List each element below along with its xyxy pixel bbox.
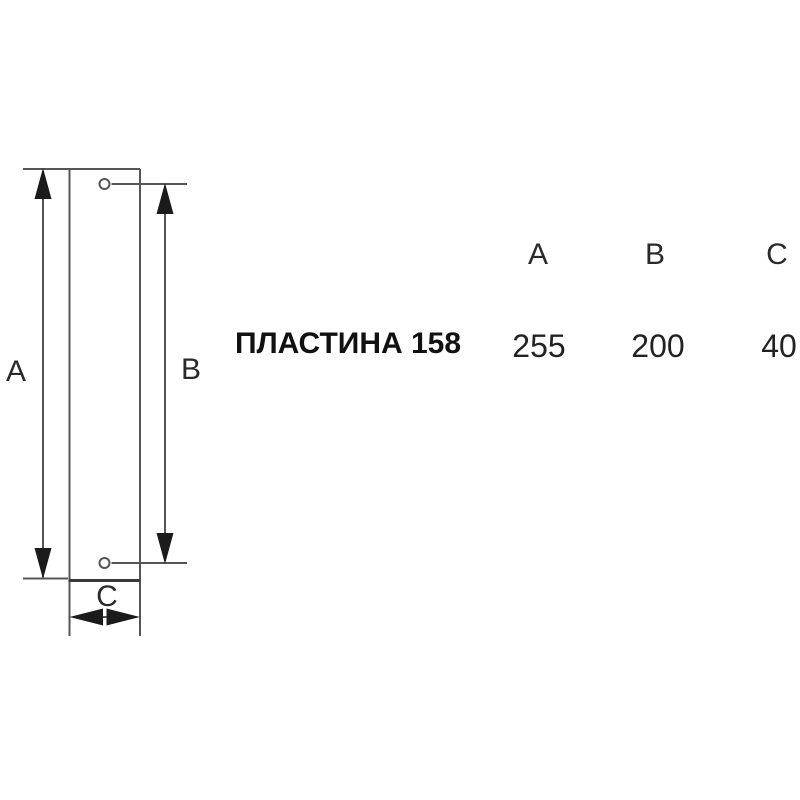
spec-table-header-b: B: [644, 238, 666, 271]
dimension-label-b: B: [180, 353, 202, 386]
spec-table-value-c: 40: [761, 328, 797, 364]
spec-table-value-b: 200: [631, 328, 685, 364]
dimension-a-arrow-up: [35, 168, 52, 199]
spec-table-header-c: C: [766, 238, 788, 271]
spec-table-value-a: 255: [512, 328, 566, 364]
mounting-hole-top: [100, 179, 110, 189]
dimension-b-arrow-down: [157, 533, 174, 564]
dimension-label-a: A: [5, 355, 27, 388]
mounting-hole-bottom: [100, 558, 110, 568]
dimension-a-arrow-down: [35, 548, 52, 579]
dimension-label-c: C: [96, 580, 118, 613]
dimension-b-arrow-up: [157, 183, 174, 214]
product-title: ПЛАСТИНА 158: [235, 327, 462, 360]
spec-table-header-a: A: [527, 238, 549, 271]
